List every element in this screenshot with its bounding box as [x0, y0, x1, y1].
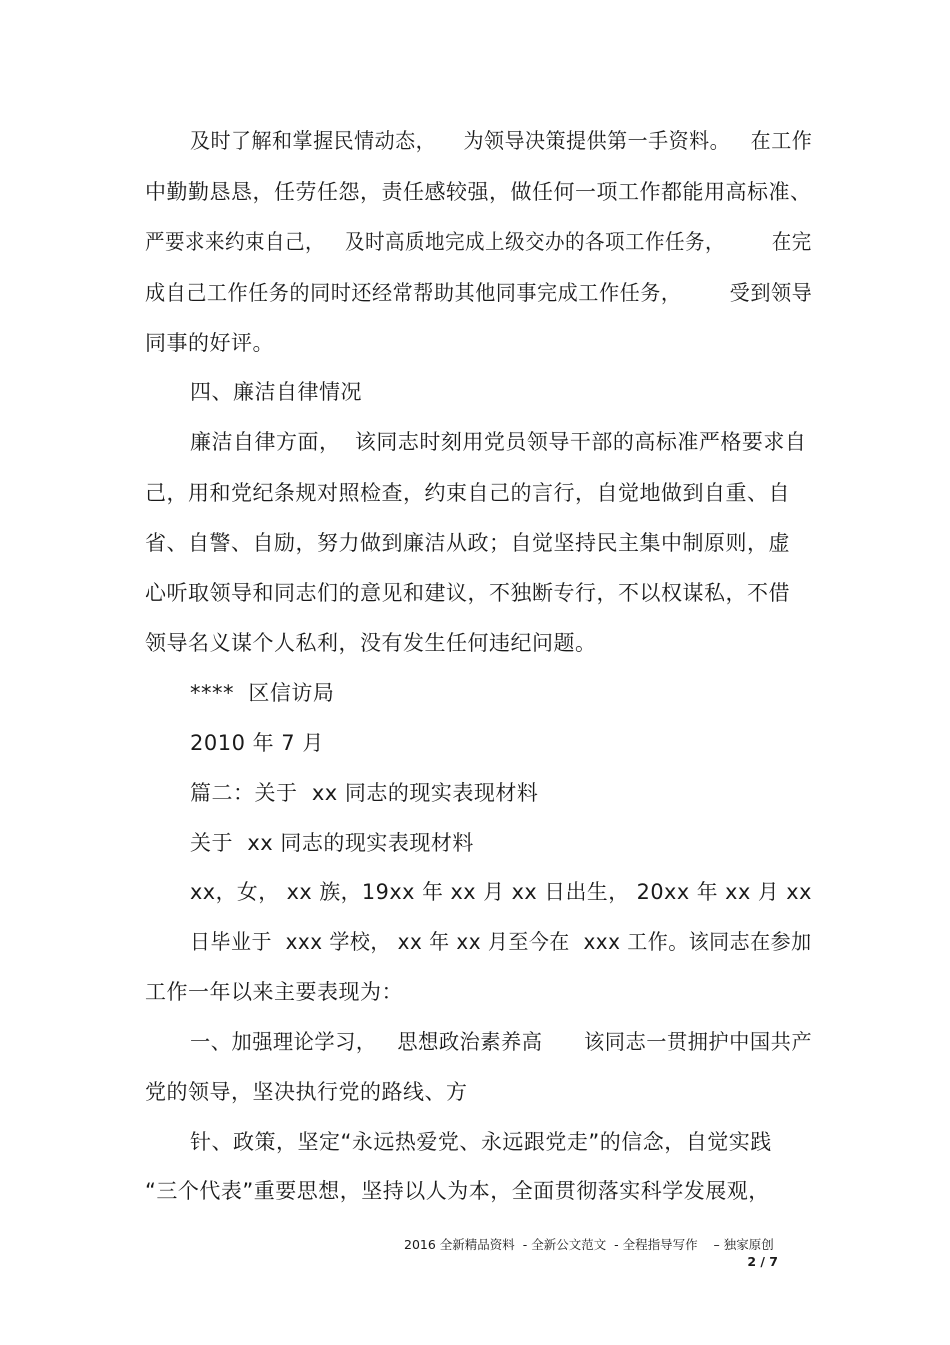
text-line: 心听取领导和同志们的意见和建议，不独断专行，不以权谋私，不借: [145, 581, 790, 605]
section-heading: 四、廉洁自律情况: [190, 380, 362, 404]
text-line: 己，用和党纪条规对照检查，约束自己的言行，自觉地做到自重、自: [145, 481, 790, 505]
page-footer: 2016 全新精品资料 - 全新公文范文 - 全程指导写作 – 独家原创: [404, 1237, 774, 1252]
text-line: “三个代表”重要思想，坚持以人为本，全面贯彻落实科学发展观，: [145, 1179, 770, 1203]
text-line: 领导名义谋个人私利，没有发生任何违纪问题。: [145, 631, 597, 655]
text-line: 针、政策，坚定“永远热爱党、永远跟党走”的信念，自觉实践: [190, 1130, 772, 1154]
text-line: 工作一年以来主要表现为：: [145, 980, 403, 1004]
text-line: 同事的好评。: [145, 331, 274, 355]
signature-organization: **** 区信访局: [190, 681, 335, 705]
text-line: 中勤勤恳恳，任劳任怨，责任感较强，做任何一项工作都能用高标准、: [145, 180, 812, 204]
text-line: 及时了解和掌握民情动态， 为领导决策提供第一手资料。 在工作: [190, 129, 813, 153]
text-line: 党的领导，坚决执行党的路线、方: [145, 1080, 468, 1104]
text-line: 廉洁自律方面， 该同志时刻用党员领导干部的高标准严格要求自: [190, 430, 807, 454]
page-number: 2 / 7: [747, 1254, 778, 1269]
text-line: 一、加强理论学习， 思想政治素养高 该同志一贯拥护中国共产: [190, 1030, 813, 1054]
text-line: xx，女， xx 族，19xx 年 xx 月 xx 日出生， 20xx 年 xx 月 xx: [190, 880, 812, 904]
text-line: 省、自警、自励，努力做到廉洁从政；自觉坚持民主集中制原则，虚: [145, 531, 790, 555]
signature-date: 2010 年 7 月: [190, 731, 324, 755]
article-heading: 篇二：关于 xx 同志的现实表现材料: [190, 781, 539, 805]
text-line: 严要求来约束自己， 及时高质地完成上级交办的各项工作任务， 在完: [145, 230, 812, 254]
article-title: 关于 xx 同志的现实表现材料: [190, 831, 474, 855]
text-line: 成自己工作任务的同时还经常帮助其他同事完成工作任务， 受到领导: [145, 281, 813, 305]
text-line: 日毕业于 xxx 学校， xx 年 xx 月至今在 xxx 工作。该同志在参加: [190, 930, 812, 954]
